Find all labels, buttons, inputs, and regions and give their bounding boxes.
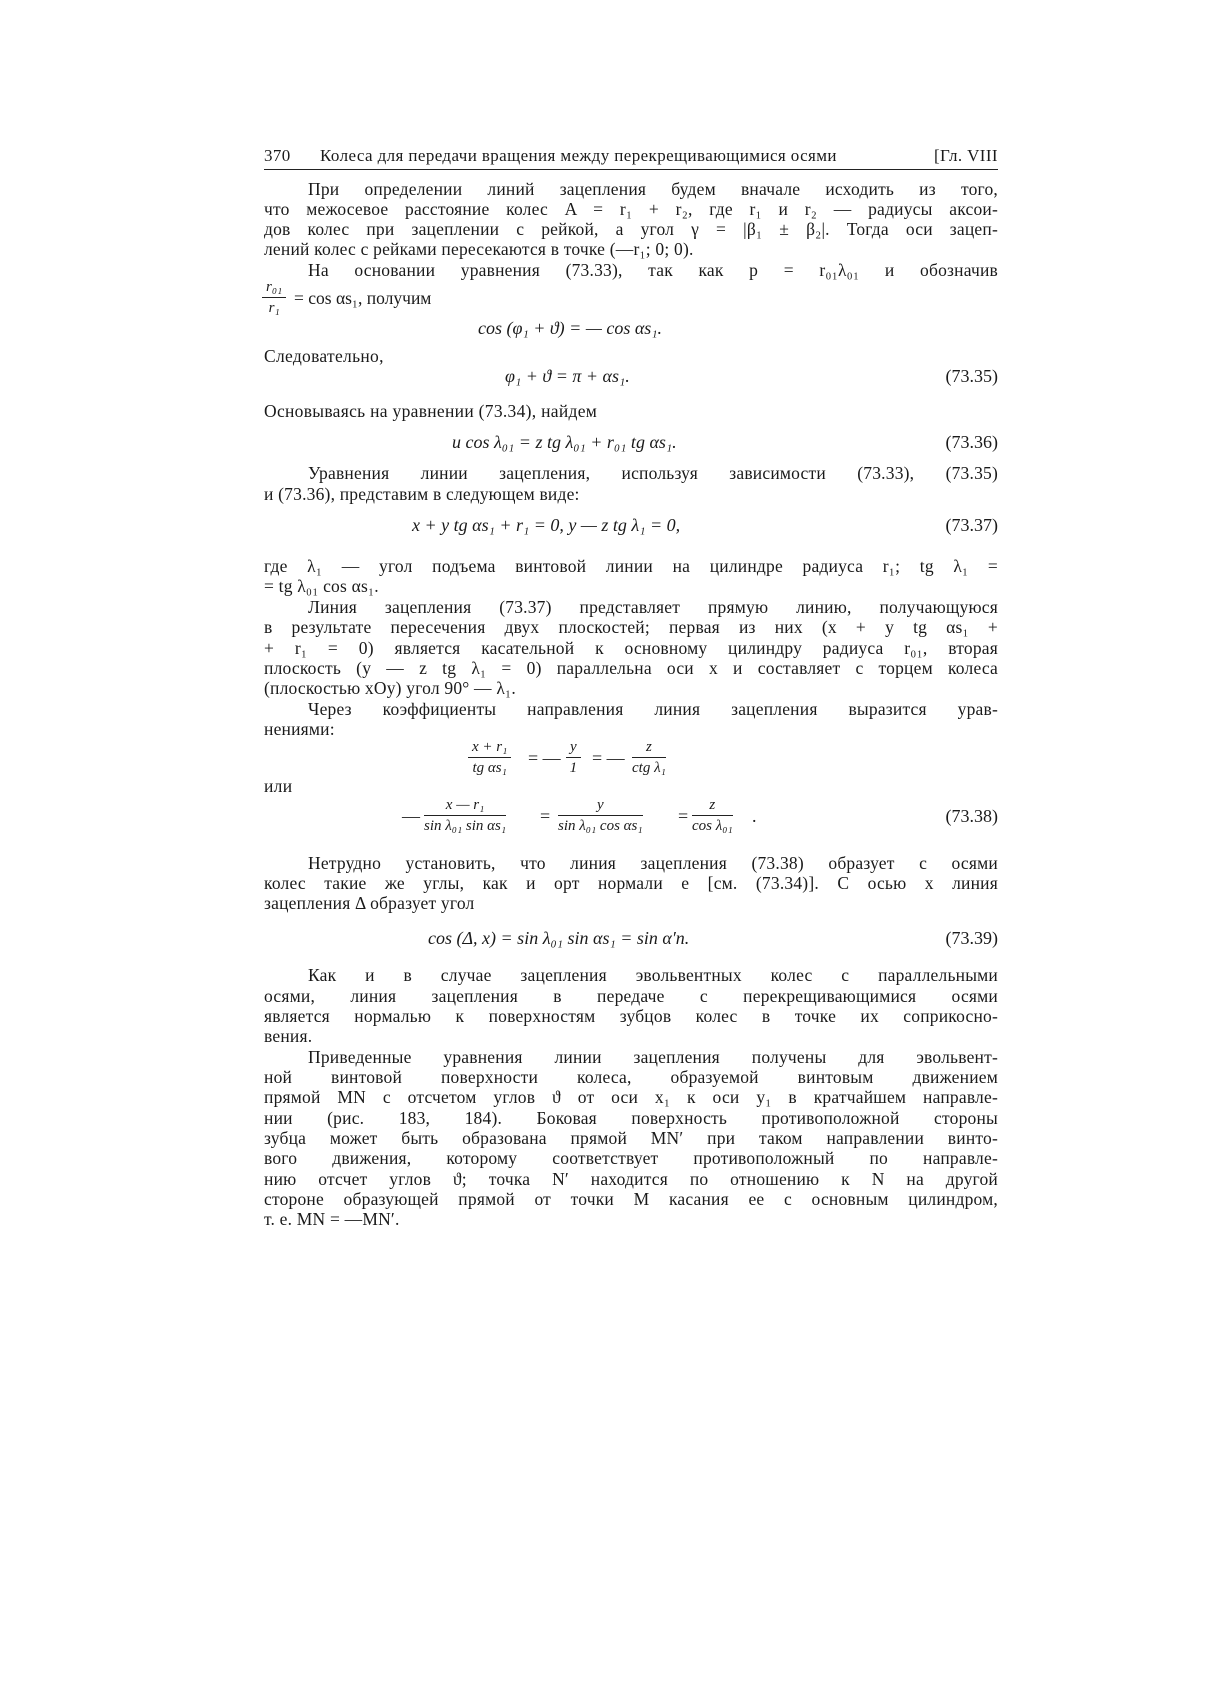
equation-73-39: cos (Δ, x) = sin λ₀₁ sin αs₁ = sin α′n. — [428, 928, 690, 948]
fraction-denominator: sin λ₀₁ cos αs₁ — [558, 818, 643, 834]
fraction-denominator: tg αs₁ — [472, 760, 507, 776]
text-line: = cos αs₁, получим — [294, 288, 432, 308]
text-line: + r₁ = 0) является касательной к основному цилиндру радиуса r₀₁, вторая — [264, 638, 998, 658]
equation-number: (73.38) — [945, 806, 998, 826]
text-line: = tg λ₀₁ cos αs₁. — [264, 576, 379, 596]
equation-73-36: u cos λ₀₁ = z tg λ₀₁ + r₀₁ tg αs₁. — [452, 432, 677, 452]
text-line: колес такие же углы, как и орт нормали e [см. (73.34)]. С осью x линия — [264, 873, 998, 893]
equals-sign: = — — [592, 748, 625, 768]
text-line: Основываясь на уравнении (73.34), найдем — [264, 401, 598, 421]
text-line: плоскость (y — z tg λ₁ = 0) параллельна оси x и составляет с торцем колеса — [264, 658, 998, 678]
fraction-denominator: sin λ₀₁ sin αs₁ — [424, 818, 507, 834]
equation-73-35: φ₁ + ϑ = π + αs₁. — [505, 366, 630, 386]
page-number: 370 — [264, 146, 291, 165]
text-line: стороне образующей прямой от точки M касания ее с основным цилиндром, — [264, 1189, 998, 1209]
fraction-numerator: y — [558, 796, 643, 816]
text-line: вения. — [264, 1026, 313, 1046]
text-line: Через коэффициенты направления линия зацепления выразится урав- — [308, 699, 998, 719]
fraction — [692, 796, 733, 835]
fraction — [566, 738, 581, 777]
equals-sign: = — [678, 806, 689, 826]
text-line: в результате пересечения двух плоскостей; первая из них (x + y tg αs₁ + — [264, 617, 998, 637]
text-line: ной винтовой поверхности колеса, образуемой винтовым движением — [264, 1067, 998, 1087]
text-line: Приведенные уравнения линии зацепления получены для эвольвент- — [308, 1047, 998, 1067]
text-line: или — [264, 776, 293, 796]
text-line: вого движения, которому соответствует противоположный по направле- — [264, 1148, 998, 1168]
fraction-numerator: x — r₁ — [424, 796, 506, 816]
equation-73-37: x + y tg αs₁ + r₁ = 0, y — z tg λ₁ = 0, — [412, 515, 681, 535]
equals-sign: = — — [528, 748, 561, 768]
fraction-denominator: r₁ — [268, 300, 280, 316]
fraction-denominator: 1 — [569, 760, 578, 776]
equation-cos: cos (φ₁ + ϑ) = — cos αs₁. — [478, 318, 663, 338]
header-rule — [264, 169, 998, 170]
fraction — [468, 738, 511, 777]
text-line: Уравнения линии зацепления, используя зависимости (73.33), (73.35) — [308, 463, 998, 483]
text-line: Нетрудно установить, что линия зацепления (73.38) образует с осями — [308, 853, 998, 873]
running-title: Колеса для передачи вращения между перекрещивающимися осями — [320, 146, 837, 165]
text-line: является нормалью к поверхностям зубцов колес в точке их соприкосно- — [264, 1006, 998, 1026]
fraction-denominator: ctg λ₁ — [632, 760, 666, 776]
equation-number: (73.37) — [945, 515, 998, 535]
text-line: осями, линия зацепления в передаче с перекрещивающимися осями — [264, 986, 998, 1006]
fraction-numerator: y — [566, 738, 581, 758]
text-line: зацепления Δ образует угол — [264, 893, 475, 913]
fraction-denominator: cos λ₀₁ — [692, 818, 733, 834]
chapter-marker: [Гл. VIII — [933, 146, 998, 165]
equals-sign: = — [540, 806, 551, 826]
text-line: нии (рис. 183, 184). Боковая поверхность противоположной стороны — [264, 1108, 998, 1128]
text-line: Следовательно, — [264, 346, 384, 366]
text-line: Линия зацепления (73.37) представляет прямую линию, получающуюся — [308, 597, 998, 617]
minus-sign: — — [402, 806, 420, 826]
text-line: т. е. MN = —MN′. — [264, 1209, 400, 1229]
running-header — [264, 144, 998, 170]
fraction-r01-r1 — [262, 278, 286, 317]
text-line: и (73.36), представим в следующем виде: — [264, 484, 580, 504]
fraction — [424, 796, 506, 835]
equation-number: (73.35) — [945, 366, 998, 386]
equation-number: (73.36) — [945, 432, 998, 452]
text-line: (плоскостью xOy) угол 90° — λ₁. — [264, 678, 516, 698]
fraction-numerator: x + r₁ — [468, 738, 511, 758]
text-line: При определении линий зацепления будем вначале исходить из того, — [308, 179, 998, 199]
fraction-numerator: z — [632, 738, 666, 758]
text-line: лений колес с рейками пересекаются в точке (—r₁; 0; 0). — [264, 239, 694, 259]
text-line: Как и в случае зацепления эвольвентных колес с параллельными — [308, 965, 998, 985]
text-line: что межосевое расстояние колес A = r₁ + r₂, где r₁ и r₂ — радиусы аксои- — [264, 199, 998, 219]
text-line: дов колес при зацеплении с рейкой, а угол γ = |β₁ ± β₂|. Тогда оси зацеп- — [264, 219, 998, 239]
text-line: прямой MN с отсчетом углов ϑ от оси x₁ к оси y₁ в кратчайшем направле- — [264, 1087, 998, 1107]
fraction — [558, 796, 643, 835]
text-line: На основании уравнения (73.33), так как p = r₀₁λ₀₁ и обозначив — [308, 260, 998, 280]
text-line: зубца может быть образована прямой MN′ при таком направлении винто- — [264, 1128, 998, 1148]
equation-number: (73.39) — [945, 928, 998, 948]
fraction-numerator: r₀₁ — [262, 278, 286, 298]
fraction — [632, 738, 666, 777]
text-line: нениями: — [264, 719, 335, 739]
fraction-numerator: z — [692, 796, 733, 816]
text-line: где λ₁ — угол подъема винтовой линии на цилиндре радиуса r₁; tg λ₁ = — [264, 556, 998, 576]
text-line: нию отсчет углов ϑ; точка N′ находится по отношению к N на другой — [264, 1169, 998, 1189]
period: . — [752, 806, 757, 826]
